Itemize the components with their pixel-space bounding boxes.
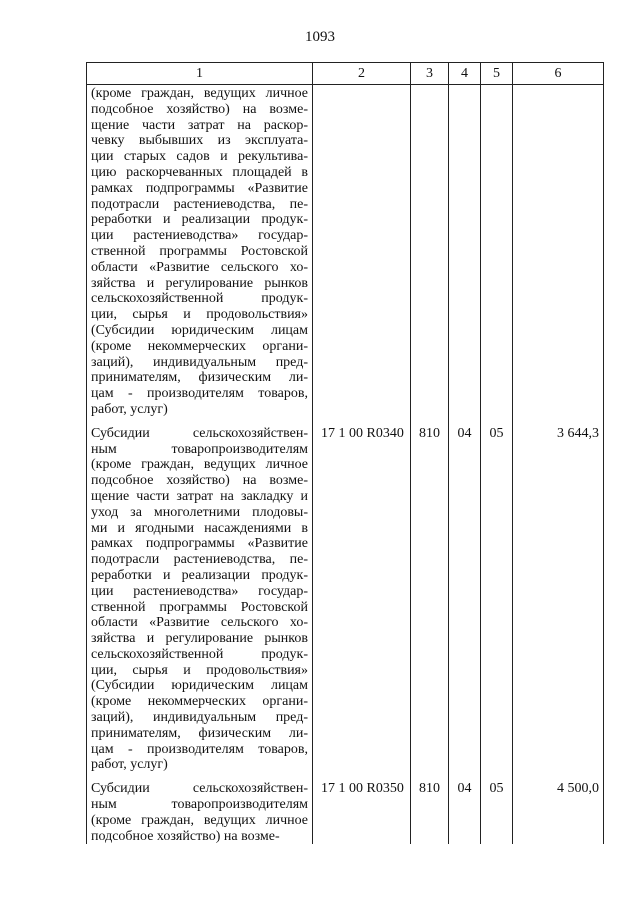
row-name-line: принимателям, физическим ли- — [91, 370, 308, 386]
row-name-line: принимателям, физическим ли- — [91, 725, 308, 741]
row-name-line: ственной программы Ростовской — [91, 243, 308, 259]
row-name-line: Субсидии сельскохозяйствен- — [91, 425, 308, 441]
row-name-line: реработки и реализации продук- — [91, 567, 308, 583]
page-number: 1093 — [305, 29, 335, 45]
row-pr-cell — [481, 85, 513, 418]
row-code-cell — [313, 85, 411, 418]
row-name-line: (Субсидии юридическим лицам — [91, 678, 308, 694]
row-vr-cell — [411, 85, 449, 418]
row-name-line: (Субсидии юридическим лицам — [91, 322, 308, 338]
row-name-line: зяйства и регулирование рынков — [91, 275, 308, 291]
row-name-line: чевку выбывших из эксплуата- — [91, 133, 308, 149]
row-name-line: уход за многолетними плодовы- — [91, 504, 308, 520]
row-code-cell: 17 1 00 R0340 — [313, 418, 411, 774]
row-name-line: щение части затрат на закладку и — [91, 488, 308, 504]
header-col-1: 1 — [87, 63, 313, 85]
header-col-3: 3 — [411, 63, 449, 85]
row-rz-cell: 04 — [449, 773, 481, 844]
row-name-line: заций), индивидуальным пред- — [91, 354, 308, 370]
row-pr-cell: 05 — [481, 773, 513, 844]
table-row — [87, 418, 604, 774]
row-name-line: работ, услуг) — [91, 401, 168, 417]
row-name-line: зяйства и регулирование рынков — [91, 631, 308, 647]
table-body — [87, 85, 604, 845]
row-sum-cell: 4 500,0 — [513, 773, 604, 844]
row-sum-cell: 3 644,3 — [513, 418, 604, 774]
row-name-line: области «Развитие сельского хо- — [91, 259, 308, 275]
row-name-cell — [87, 773, 313, 844]
row-rz-cell: 04 — [449, 418, 481, 774]
row-name-line: ции растениеводства» государ- — [91, 228, 308, 244]
budget-table — [86, 62, 604, 844]
row-name-line: подотрасли растениеводства, пе- — [91, 196, 308, 212]
table-row — [87, 85, 604, 418]
row-name-line: ции, сырья и продовольствия» — [91, 662, 308, 678]
row-name-line: рамках подпрограммы «Развитие — [91, 536, 308, 552]
row-name-line: ции, сырья и продовольствия» — [91, 307, 308, 323]
row-vr-cell: 810 — [411, 773, 449, 844]
header-col-6: 6 — [513, 63, 604, 85]
row-name-line: области «Развитие сельского хо- — [91, 615, 308, 631]
row-code-cell: 17 1 00 R0350 — [313, 773, 411, 844]
row-name-line: подотрасли растениеводства, пе- — [91, 552, 308, 568]
row-name-line: (кроме некоммерческих органи- — [91, 338, 308, 354]
row-name-line: подсобное хозяйство) на возме- — [91, 828, 280, 844]
row-name-line: Субсидии сельскохозяйствен- — [91, 781, 308, 797]
row-name-line: ции растениеводства» государ- — [91, 583, 308, 599]
row-name-line: ми и ягодными насаждениями в — [91, 520, 308, 536]
row-vr-cell: 810 — [411, 418, 449, 774]
row-name-line: цам - производителям товаров, — [91, 386, 308, 402]
row-name-line: заций), индивидуальным пред- — [91, 710, 308, 726]
row-rz-cell — [449, 85, 481, 418]
row-name-cell — [87, 418, 313, 774]
header-col-2: 2 — [313, 63, 411, 85]
row-name-line: работ, услуг) — [91, 757, 168, 773]
row-name-line: цию раскорчеванных площадей в — [91, 164, 308, 180]
row-name-line: реработки и реализации продук- — [91, 212, 308, 228]
row-name-line: (кроме граждан, ведущих личное — [91, 812, 308, 828]
row-name-line: щение части затрат на раскор- — [91, 117, 308, 133]
row-name-line: (кроме граждан, ведущих личное — [91, 457, 308, 473]
header-row — [87, 63, 604, 85]
row-name-line: подсобное хозяйство) на возме- — [91, 473, 308, 489]
row-sum-cell — [513, 85, 604, 418]
row-name-line: ственной программы Ростовской — [91, 599, 308, 615]
row-name-line: ным товаропроизводителям — [91, 441, 308, 457]
row-name-line: сельскохозяйственной продук- — [91, 291, 308, 307]
row-name-line: сельскохозяйственной продук- — [91, 646, 308, 662]
row-name-line: рамках подпрограммы «Развитие — [91, 180, 308, 196]
row-name-line: (кроме граждан, ведущих личное — [91, 86, 308, 101]
row-name-cell — [87, 85, 313, 418]
row-name-line: (кроме некоммерческих органи- — [91, 694, 308, 710]
row-name-line: цам - производителям товаров, — [91, 741, 308, 757]
row-name-line: ным товаропроизводителям — [91, 797, 308, 813]
header-col-5: 5 — [481, 63, 513, 85]
table-row — [87, 773, 604, 844]
row-name-line: подсобное хозяйство) на возме- — [91, 101, 308, 117]
header-col-4: 4 — [449, 63, 481, 85]
row-pr-cell: 05 — [481, 418, 513, 774]
row-name-line: ции старых садов и рекультива- — [91, 149, 308, 165]
